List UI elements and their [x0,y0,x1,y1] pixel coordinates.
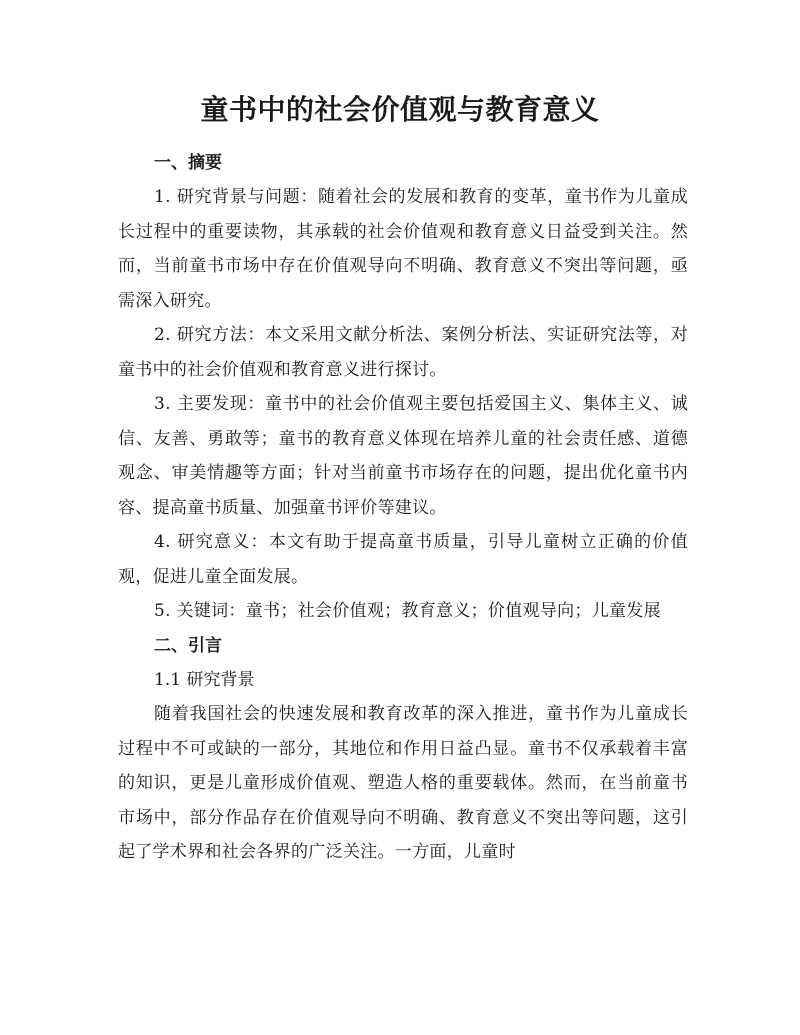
section-heading-abstract: 一、摘要 [154,153,222,173]
subsection-heading-background: 1.1 研究背景 [154,669,255,690]
intro-paragraph: 随着我国社会的快速发展和教育改革的深入推进，童书作为儿童成长过程中不可或缺的一部分，其地位和作用日益凸显。童书不仅承载着丰富的知识，更是儿童形成价值观、塑造人格的重要载体。然而，在当前童书市场中，部分作品存在价值观导向不明确、教育意义不突出等问题，这引起了学术界和社会各界的广泛关注。一方面，儿童时 [118,704,688,862]
abstract-item-4: 4. 研究意义：本文有助于提高童书质量，引导儿童树立正确的价值观，促进儿童全面发展。 [118,532,688,587]
abstract-item-1: 1. 研究背景与问题：随着社会的发展和教育的变革，童书作为儿童成长过程中的重要读物，其承载的社会价值观和教育意义日益受到关注。然而，当前童书市场中存在价值观导向不明确、教育意义不突出等问题，亟需深入研究。 [118,187,688,311]
abstract-item-3: 3. 主要发现：童书中的社会价值观主要包括爱国主义、集体主义、诚信、友善、勇敢等；童书的教育意义体现在培养儿童的社会责任感、道德观念、审美情趣等方面；针对当前童书市场存在的问题，提出优化童书内容、提高童书质量、加强童书评价等建议。 [118,394,688,518]
section-heading-intro: 二、引言 [154,635,222,656]
abstract-item-5: 5. 关键词：童书；社会价值观；教育意义；价值观导向；儿童发展 [154,601,661,621]
document-title: 童书中的社会价值观与教育意义 [200,93,600,126]
document-body [118,146,688,870]
abstract-item-2: 2. 研究方法：本文采用文献分析法、案例分析法、实证研究法等，对童书中的社会价值观和教育意义进行探讨。 [118,325,688,380]
